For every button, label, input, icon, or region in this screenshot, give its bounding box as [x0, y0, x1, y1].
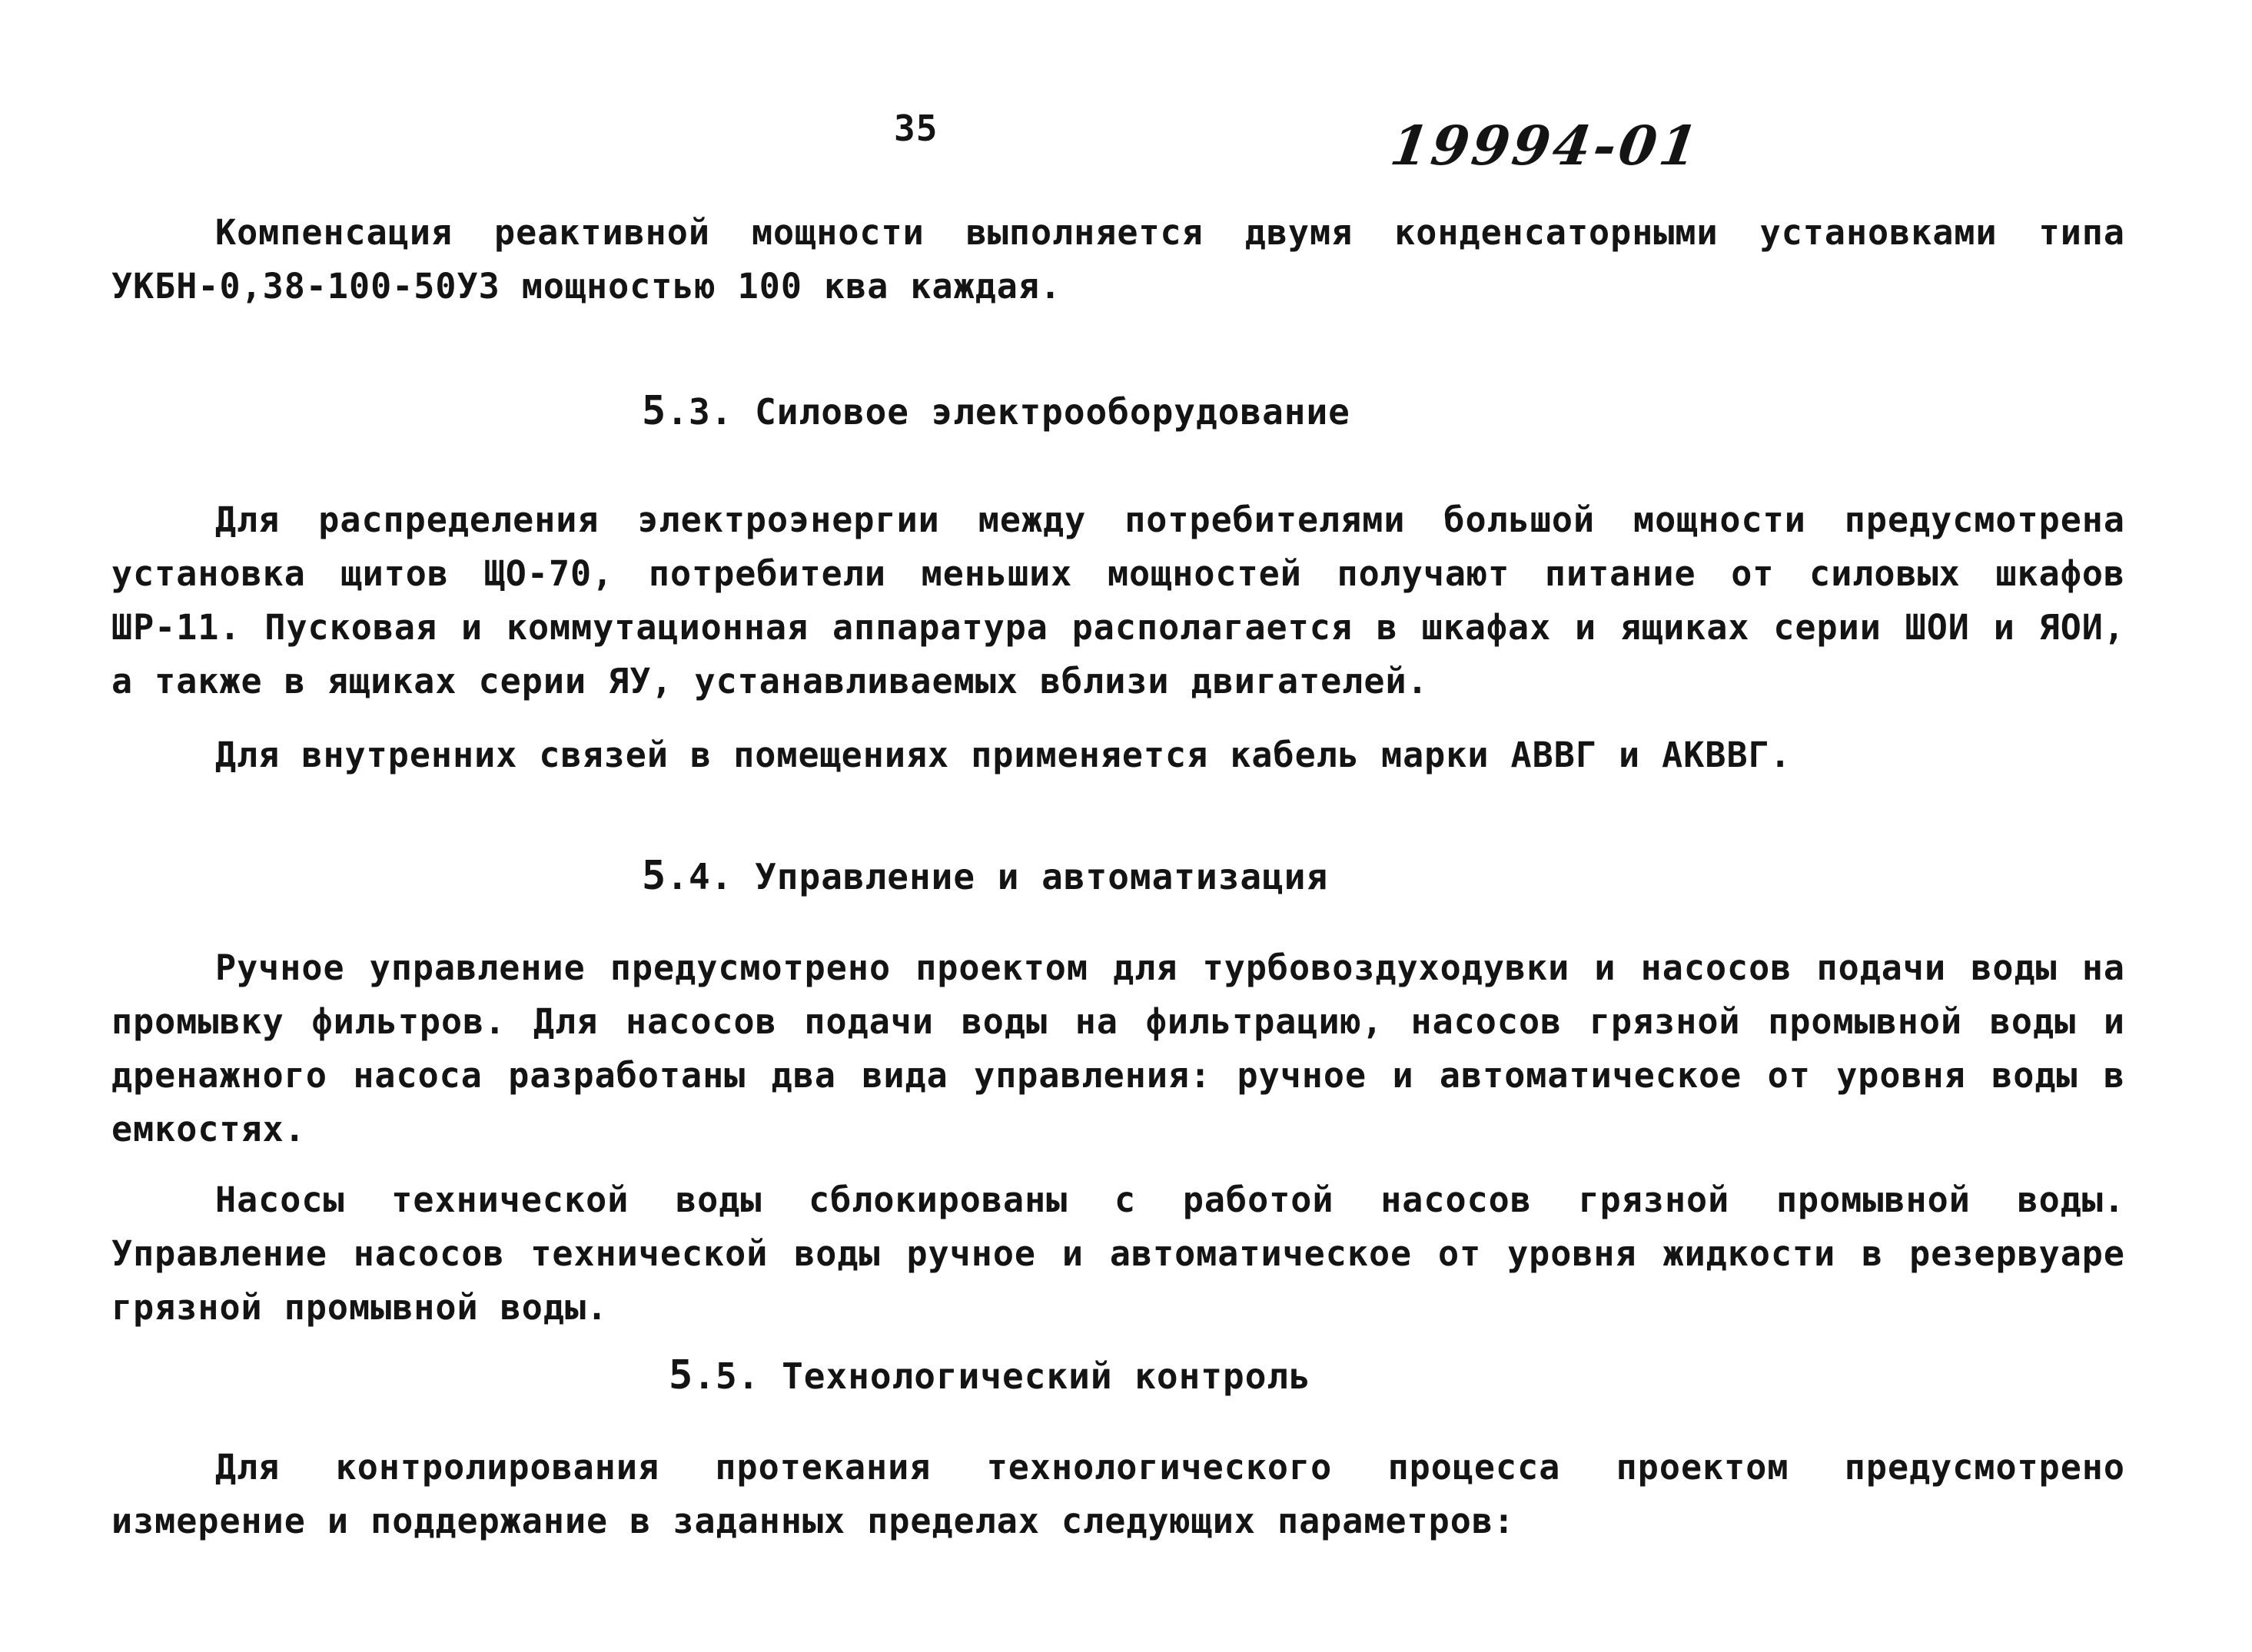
paragraph-text: Компенсация реактивной мощности выполняется двумя конденсаторными установками типа УКБН-0,38-100-50УЗ мощностью 100 ква каждая. [111, 212, 2125, 307]
paragraph-text: Насосы технической воды сблокированы с работой насосов грязной промывной воды. Управление насосов технической воды ручное и автоматическое от уровня жидкости в резервуаре грязной промывной воды. [111, 1179, 2125, 1328]
paragraph-manual-control [111, 941, 2125, 1156]
section-number-major: 5 [642, 853, 667, 899]
paragraph-compensation [111, 206, 2125, 313]
paragraph-text: Ручное управление предусмотрено проектом для турбовоздуходувки и насосов подачи воды на промывку фильтров. Для насосов подачи воды на фильтрацию, насосов грязной промывной воды и дренажного насоса разработаны два вида управления: ручное и автоматическое от уровня воды в емкостях. [111, 947, 2125, 1149]
paragraph-text: Для распределения электроэнергии между потребителями большой мощности предусмотрена установка щитов ЩО-70, потребители меньших мощностей получают питание от силовых шкафов ШР-11. Пусковая и коммутационная аппаратура располагается в шкафах и ящиках серии ШОИ и ЯОИ, а также в ящиках серии ЯУ, устанавливаемых вблизи двигателей. [111, 499, 2125, 702]
section-heading-5-5 [669, 1352, 1311, 1398]
section-title: Технологический контроль [782, 1355, 1311, 1397]
section-heading-5-3 [642, 388, 1350, 434]
section-title: Управление и автоматизация [755, 856, 1329, 897]
section-number-rest: .3. [666, 391, 733, 433]
section-title: Силовое электрооборудование [755, 391, 1350, 433]
paragraph-power-distribution [111, 493, 2125, 708]
document-code: 19994-01 [1387, 114, 1705, 177]
section-number-major: 5 [669, 1352, 694, 1398]
paragraph-text: Для внутренних связей в помещениях применяется кабель марки АВВГ и АКВВГ. [215, 735, 1792, 775]
section-number-rest: .4. [666, 856, 733, 897]
section-heading-5-4 [642, 853, 1328, 899]
section-number-rest: .5. [693, 1355, 760, 1397]
section-number-major: 5 [642, 388, 667, 434]
paragraph-technical-water-pumps [111, 1173, 2125, 1335]
paragraph-internal-cables [111, 728, 2125, 782]
page-number: 35 [894, 108, 938, 149]
paragraph-text: Для контролирования протекания технологического процесса проектом предусмотрено измерение и поддержание в заданных пределах следующих параметров: [111, 1447, 2125, 1541]
paragraph-process-control [111, 1441, 2125, 1548]
